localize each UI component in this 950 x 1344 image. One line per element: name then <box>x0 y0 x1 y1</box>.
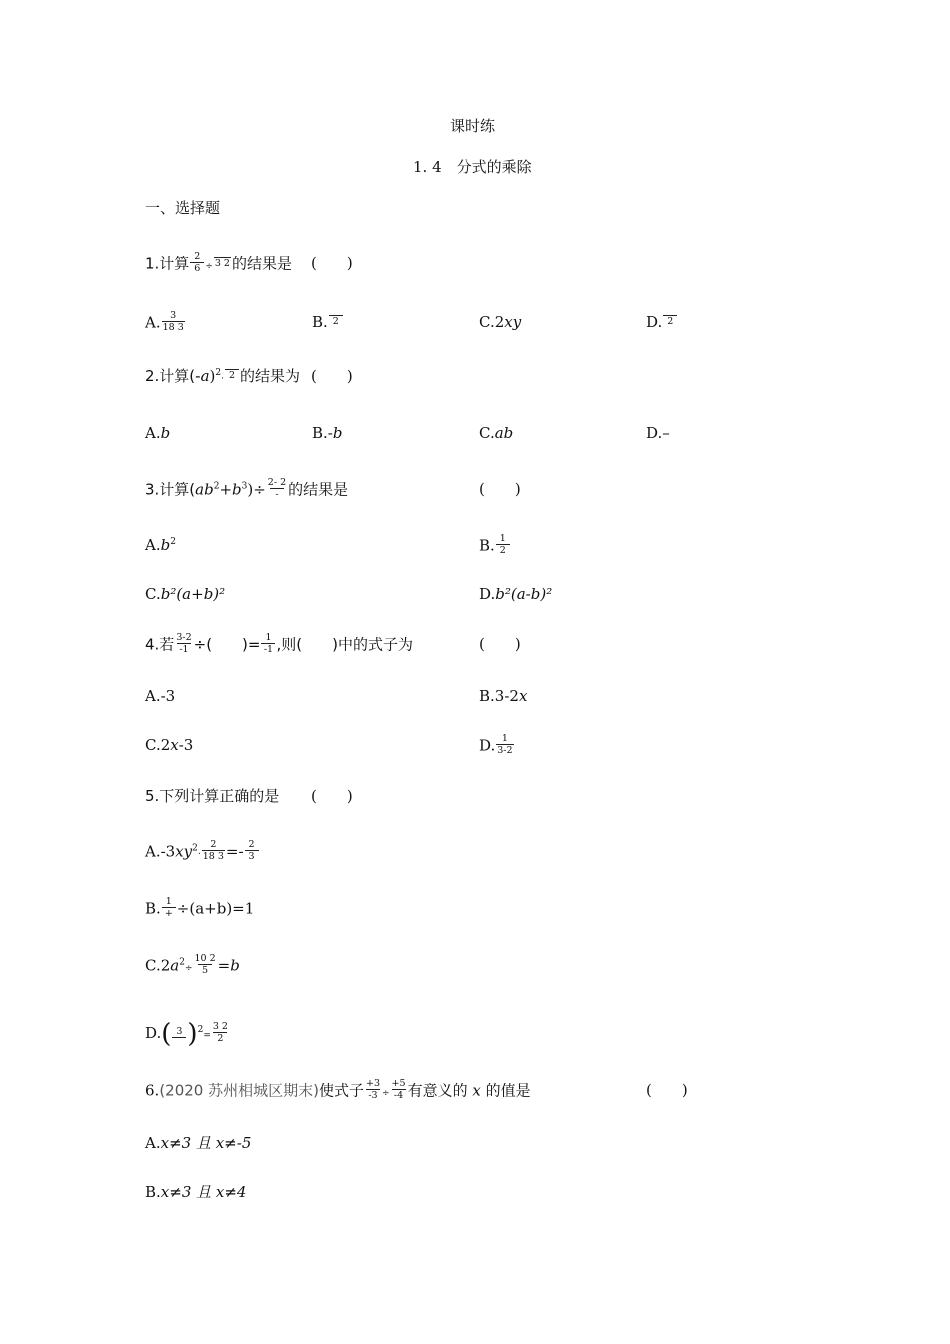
q1-option-b: B. 2 <box>312 312 344 332</box>
q6-option-b: B.x≠3 且 x≠4 <box>145 1183 247 1201</box>
q2-option-b: B.-b <box>312 424 343 442</box>
q6-source: (2020 苏州相城区期末) <box>159 1081 319 1100</box>
q1-option-d: D. 2 <box>646 312 678 332</box>
q4-option-d: D. $\frac{1}{3-2}$ <box>479 733 513 756</box>
q2-option-a: A.b <box>145 424 171 442</box>
q2-option-d: D.– <box>646 424 670 442</box>
section-title: 1. 4 分式的乘除 <box>413 158 532 176</box>
q1-prefix: 1.计算 <box>145 254 190 273</box>
q1-frac-a: $\frac{2}{6}$ <box>190 251 204 274</box>
q3-option-d: D.b²(a-b)² <box>479 585 553 603</box>
q3-blank: ( ) <box>479 480 521 498</box>
question-2-stem: 2.计算$(-a)^2\cdot$ 2 的结果为 <box>145 367 301 385</box>
question-3-stem: 3.计算$(ab^2+b^3)\div$ $\frac{2- 2}{-}$ 的结果是 <box>145 477 349 500</box>
q1-frac-b: 3 2 <box>214 257 230 269</box>
header-label: 课时练 <box>450 117 496 135</box>
q4-option-c: C.2x-3 <box>145 736 194 754</box>
q4-option-b: B.3-2x <box>479 687 528 705</box>
q5-option-d: D.( 3 )$^2$= $\frac{3 2}{2}$ <box>145 1019 228 1049</box>
q4-blank: ( ) <box>479 635 521 653</box>
q5-option-a: $A.-3xy^2\cdot$ $\frac{2}{18 3}$ =- $\frac{2}{3}$ <box>145 841 260 865</box>
q2-blank: ( ) <box>311 367 353 385</box>
q3-option-c: C.b²(a+b)² <box>145 585 226 603</box>
question-5-stem: 5.下列计算正确的是 <box>145 787 280 805</box>
question-1-stem: 1.计算 $\frac{2}{6}$ ÷ 3 2 的结果是 <box>145 251 292 274</box>
q2-option-c: C.ab <box>479 424 514 442</box>
q5-option-c: $C.2a^2\div$ $\frac{10 2}{5}$ =b <box>145 953 240 976</box>
q1-blank: ( ) <box>311 254 353 272</box>
q5-blank: ( ) <box>311 787 353 805</box>
part-title: 一、选择题 <box>145 199 221 217</box>
q6-blank: ( ) <box>646 1081 688 1099</box>
q1-option-a: A. $\frac{3}{18 3}$ <box>145 310 184 333</box>
question-4-stem: 4.若 $\frac{3-2}{-1}$ ÷( )= $\frac{1}{-1}$ ,则( )中的式子为 <box>145 632 413 655</box>
q1-option-c: C.2xy <box>479 313 522 331</box>
q3-option-a: $A.b^2$ <box>145 536 176 554</box>
question-6-stem: 6.(2020 苏州相城区期末)使式子 $\frac{+3}{-3}$ ÷ $\frac{+5}{-4}$ 有意义的 x 的值是 <box>145 1078 531 1101</box>
q4-option-a: A.-3 <box>145 687 176 705</box>
q6-option-a: A.x≠3 且 x≠-5 <box>145 1134 252 1152</box>
q3-option-b: B. $\frac{1}{2}$ <box>479 535 511 558</box>
q5-option-b: B. $\frac{1}{+}$ ÷(a+b)=1 <box>145 896 255 919</box>
